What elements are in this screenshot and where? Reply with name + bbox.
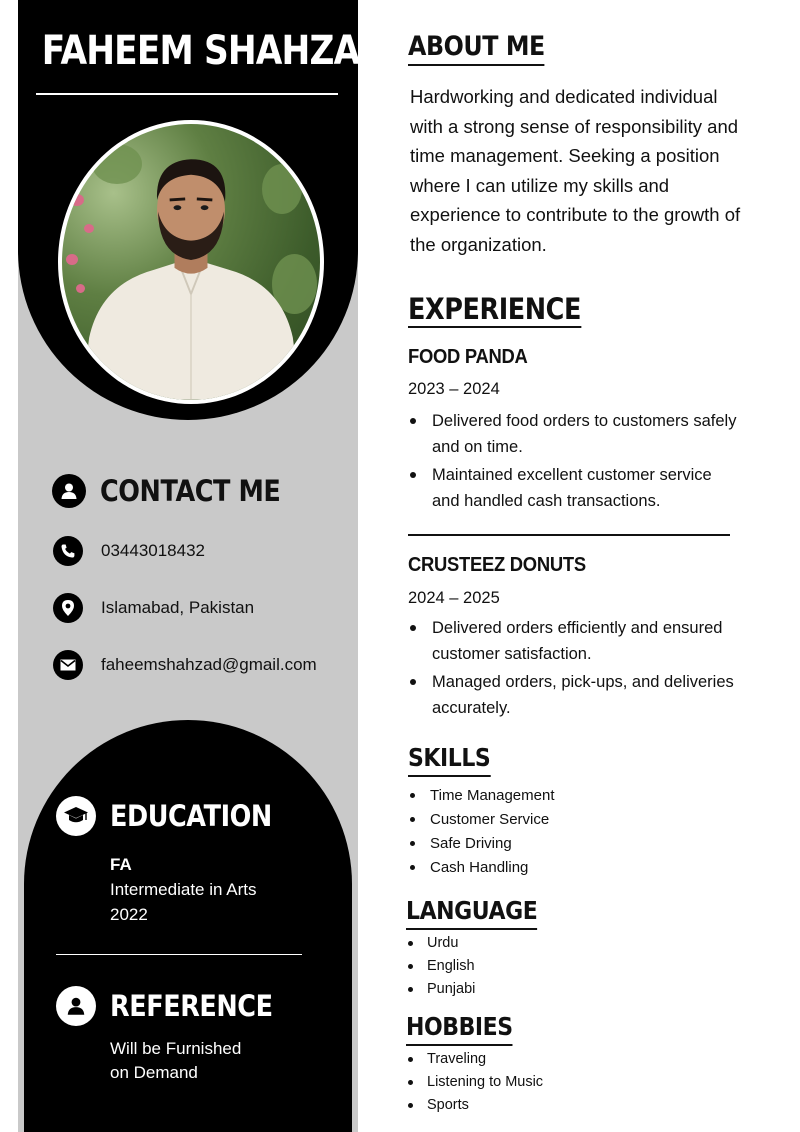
skills-title: SKILLS	[408, 741, 490, 777]
language-title: LANGUAGE	[406, 894, 537, 930]
education-field: Intermediate in Arts	[110, 880, 257, 899]
person-silhouette	[62, 124, 320, 400]
skills-list	[408, 784, 555, 880]
job-duties-list	[408, 615, 738, 723]
education-divider	[56, 954, 302, 955]
profile-photo	[58, 120, 324, 404]
hobbies-title: HOBBIES	[406, 1010, 513, 1046]
list-item: Urdu	[406, 932, 475, 955]
list-item: English	[406, 955, 475, 978]
list-item: Managed orders, pick-ups, and deliveries accurately.	[408, 669, 738, 721]
job-company: FOOD PANDA	[408, 346, 528, 368]
phone-number: 03443018432	[101, 541, 206, 560]
experience-divider	[408, 534, 730, 536]
reference-title: REFERENCE	[110, 989, 273, 1023]
contact-email	[53, 650, 317, 680]
list-item: Cash Handling	[408, 856, 555, 880]
list-item: Sports	[406, 1094, 543, 1117]
list-item: Punjabi	[406, 978, 475, 1001]
language-list	[406, 932, 475, 1001]
candidate-name: FAHEEM SHAHZAD	[41, 28, 388, 74]
mail-icon	[53, 650, 83, 680]
education-section-header	[56, 796, 294, 836]
reference-line-1: Will be Furnished	[110, 1039, 242, 1058]
job-years: 2023 – 2024	[408, 380, 500, 398]
job-duties-list	[408, 408, 738, 516]
user-icon	[52, 474, 86, 508]
education-degree: FA	[110, 855, 132, 874]
job-company: CRUSTEEZ DONUTS	[408, 554, 586, 576]
contact-title: CONTACT ME	[100, 474, 281, 508]
graduation-cap-icon	[56, 796, 96, 836]
list-item: Listening to Music	[406, 1071, 543, 1094]
phone-icon	[53, 536, 83, 566]
email-link[interactable]: faheemshahzad@gmail.com	[101, 655, 317, 674]
experience-title: EXPERIENCE	[408, 292, 581, 326]
about-text: Hardworking and dedicated individual with a strong sense of responsibility and time management. Seeking a position where I can utilize my skills and experience to contribute to the growth of the organization.	[410, 86, 741, 255]
contact-section-header	[52, 474, 305, 508]
reference-section-header	[56, 986, 295, 1026]
location-text: Islamabad, Pakistan	[101, 598, 255, 617]
education-year: 2022	[110, 905, 148, 924]
about-title: ABOUT ME	[408, 30, 545, 66]
list-item: Maintained excellent customer service and handled cash transactions.	[408, 462, 738, 514]
reference-line-2: on Demand	[110, 1063, 198, 1082]
name-divider	[36, 93, 338, 95]
list-item: Delivered food orders to customers safely and on time.	[408, 408, 738, 460]
job-years: 2024 – 2025	[408, 589, 500, 607]
list-item: Traveling	[406, 1048, 543, 1071]
reference-user-icon	[56, 986, 96, 1026]
list-item: Customer Service	[408, 808, 555, 832]
list-item: Time Management	[408, 784, 555, 808]
list-item: Delivered orders efficiently and ensured customer satisfaction.	[408, 615, 738, 667]
contact-location	[53, 593, 254, 623]
list-item: Safe Driving	[408, 832, 555, 856]
education-title: EDUCATION	[110, 799, 272, 833]
hobbies-list	[406, 1048, 543, 1117]
contact-phone	[53, 536, 205, 566]
location-pin-icon	[53, 593, 83, 623]
